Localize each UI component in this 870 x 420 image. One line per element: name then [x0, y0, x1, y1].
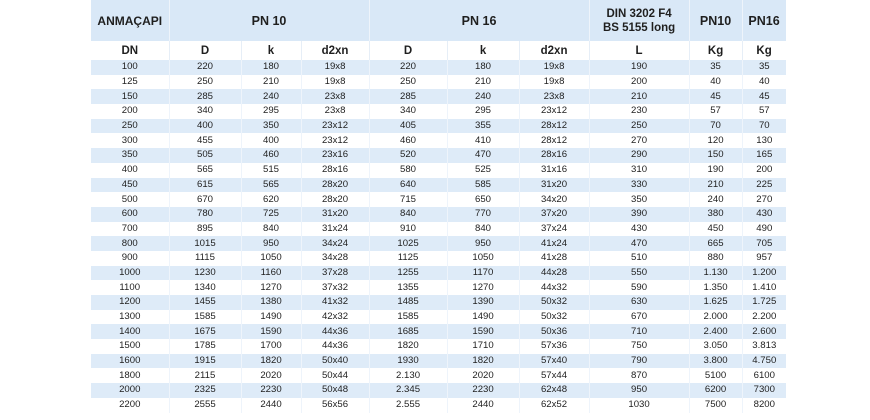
col-pn10-k-cell: 240: [241, 89, 301, 104]
col-pn10-d-cell: 780: [169, 207, 241, 222]
col-length-l-cell: 750: [589, 339, 689, 354]
table-body: [91, 60, 786, 413]
col-pn10-d2xn-cell: 23x16: [301, 148, 369, 163]
col-pn10-k-cell: 620: [241, 192, 301, 207]
col-weight-pn16-cell: 705: [742, 236, 786, 251]
table-group-header-row: [91, 0, 786, 41]
col-pn16-d2xn-cell: 57x36: [519, 339, 589, 354]
table-row: [91, 339, 786, 354]
table-row: [91, 368, 786, 383]
col-pn16-k-cell: 770: [447, 207, 519, 222]
col-pn10-d-cell: 895: [169, 222, 241, 237]
col-weight-pn10-cell: 3.050: [689, 339, 742, 354]
table-row: [91, 178, 786, 193]
col-pn16-d2xn-cell: 28x16: [519, 148, 589, 163]
col-pn10-k-cell: 725: [241, 207, 301, 222]
col-weight-pn10-cell: 40: [689, 75, 742, 90]
col-dn-cell: 500: [91, 192, 169, 207]
col-length-l-cell: 250: [589, 119, 689, 134]
col-pn10-k-cell: 295: [241, 104, 301, 119]
col-weight-pn10-cell: 3.800: [689, 354, 742, 369]
col-pn10-d-cell: 250: [169, 75, 241, 90]
col-pn16-d2xn-cell: 31x20: [519, 178, 589, 193]
col-pn10-k-cell: 400: [241, 133, 301, 148]
col-pn16-k-cell: 2020: [447, 368, 519, 383]
col-pn16-d-cell: 220: [369, 60, 447, 75]
col-pn16-d-cell: 840: [369, 207, 447, 222]
header-weight-pn10: PN10: [689, 0, 742, 41]
col-pn10-k-cell: 2440: [241, 398, 301, 413]
col-pn10-k-cell: 1380: [241, 295, 301, 310]
col-length-l-cell: 210: [589, 89, 689, 104]
col-pn10-d2xn-cell: 56x56: [301, 398, 369, 413]
col-pn16-k-cell: 2230: [447, 383, 519, 398]
col-pn10-d2xn-cell: 34x28: [301, 251, 369, 266]
col-pn16-d2xn-cell: 62x48: [519, 383, 589, 398]
col-dn-cell: 700: [91, 222, 169, 237]
col-pn16-d-cell: 1125: [369, 251, 447, 266]
col-weight-pn10-cell: 380: [689, 207, 742, 222]
col-pn10-d-cell: 1015: [169, 236, 241, 251]
col-pn10-d2xn-cell: 28x20: [301, 178, 369, 193]
table-row: [91, 133, 786, 148]
col-dn-cell: 150: [91, 89, 169, 104]
col-pn10-d2xn-cell: 50x48: [301, 383, 369, 398]
col-dn-cell: 900: [91, 251, 169, 266]
col-pn16-d-cell: 2.555: [369, 398, 447, 413]
col-pn10-d2xn-cell: 23x8: [301, 104, 369, 119]
col-weight-pn10-cell: 450: [689, 222, 742, 237]
col-pn16-d2xn-cell: 44x28: [519, 266, 589, 281]
table-row: [91, 89, 786, 104]
col-pn10-k-cell: 950: [241, 236, 301, 251]
col-pn16-k-cell: 1490: [447, 310, 519, 325]
col-pn10-k-cell: 210: [241, 75, 301, 90]
col-pn10-d-cell: 1785: [169, 339, 241, 354]
col-weight-pn16-cell: 8200: [742, 398, 786, 413]
col-pn16-k-cell: 355: [447, 119, 519, 134]
header-din-standard: [589, 0, 689, 41]
col-pn16-d-cell: 1585: [369, 310, 447, 325]
flange-dimension-table-container: [91, 0, 786, 420]
col-weight-pn16-cell: 57: [742, 104, 786, 119]
col-pn16-d2xn-cell: 37x20: [519, 207, 589, 222]
col-length-l-cell: 230: [589, 104, 689, 119]
col-weight-pn16-header: Kg: [742, 41, 786, 60]
col-dn-cell: 1300: [91, 310, 169, 325]
col-pn16-d2xn-cell: 41x24: [519, 236, 589, 251]
col-weight-pn16-cell: 1.200: [742, 266, 786, 281]
col-pn10-k-cell: 1160: [241, 266, 301, 281]
col-length-l-cell: 510: [589, 251, 689, 266]
table-row: [91, 295, 786, 310]
col-length-l-cell: 630: [589, 295, 689, 310]
col-weight-pn10-cell: 35: [689, 60, 742, 75]
col-pn10-k-cell: 1820: [241, 354, 301, 369]
table-row: [91, 192, 786, 207]
col-length-l-header: L: [589, 41, 689, 60]
col-length-l-cell: 470: [589, 236, 689, 251]
col-dn-cell: 350: [91, 148, 169, 163]
col-pn16-d2xn-cell: 28x12: [519, 133, 589, 148]
col-pn10-d-cell: 2325: [169, 383, 241, 398]
col-pn16-d-cell: 1820: [369, 339, 447, 354]
header-pn16-group: PN 16: [369, 0, 589, 41]
col-pn10-d-cell: 505: [169, 148, 241, 163]
col-weight-pn16-cell: 270: [742, 192, 786, 207]
col-length-l-cell: 550: [589, 266, 689, 281]
header-din-line1: DIN 3202 F4: [606, 7, 672, 20]
col-pn16-d2xn-header: d2xn: [519, 41, 589, 60]
col-weight-pn10-cell: 240: [689, 192, 742, 207]
col-pn16-k-cell: 1820: [447, 354, 519, 369]
col-length-l-cell: 310: [589, 163, 689, 178]
col-pn16-d2xn-cell: 50x32: [519, 310, 589, 325]
col-pn10-k-cell: 2230: [241, 383, 301, 398]
col-pn16-k-cell: 210: [447, 75, 519, 90]
col-length-l-cell: 390: [589, 207, 689, 222]
col-pn16-d-cell: 1355: [369, 280, 447, 295]
col-pn10-d-cell: 220: [169, 60, 241, 75]
col-pn10-d2xn-cell: 19x8: [301, 75, 369, 90]
col-pn10-d-cell: 1340: [169, 280, 241, 295]
table-row: [91, 398, 786, 413]
col-weight-pn10-cell: 190: [689, 163, 742, 178]
col-pn16-d2xn-cell: 19x8: [519, 75, 589, 90]
col-dn-cell: 100: [91, 60, 169, 75]
col-length-l-cell: 200: [589, 75, 689, 90]
col-pn16-d2xn-cell: 50x36: [519, 324, 589, 339]
col-pn10-d2xn-cell: 23x12: [301, 119, 369, 134]
col-weight-pn16-cell: 2.200: [742, 310, 786, 325]
col-pn16-d-cell: 520: [369, 148, 447, 163]
col-pn10-d-cell: 670: [169, 192, 241, 207]
flange-dimension-table: [91, 0, 786, 413]
col-weight-pn10-cell: 2.400: [689, 324, 742, 339]
col-weight-pn10-cell: 6200: [689, 383, 742, 398]
col-pn10-d2xn-cell: 23x12: [301, 133, 369, 148]
col-pn16-d-cell: 2.345: [369, 383, 447, 398]
col-dn-cell: 1000: [91, 266, 169, 281]
col-pn10-d-cell: 1455: [169, 295, 241, 310]
table-row: [91, 383, 786, 398]
col-pn10-d2xn-header: d2xn: [301, 41, 369, 60]
col-weight-pn16-cell: 2.600: [742, 324, 786, 339]
col-pn16-k-cell: 1390: [447, 295, 519, 310]
col-pn10-k-header: k: [241, 41, 301, 60]
col-pn16-d2xn-cell: 62x52: [519, 398, 589, 413]
col-weight-pn10-header: Kg: [689, 41, 742, 60]
col-pn10-k-cell: 2020: [241, 368, 301, 383]
col-pn16-k-cell: 525: [447, 163, 519, 178]
col-pn16-k-cell: 295: [447, 104, 519, 119]
table-column-header-row: [91, 41, 786, 60]
col-pn10-k-cell: 1700: [241, 339, 301, 354]
col-pn10-k-cell: 1050: [241, 251, 301, 266]
col-pn10-d-cell: 2555: [169, 398, 241, 413]
col-pn16-d2xn-cell: 57x40: [519, 354, 589, 369]
col-dn-cell: 200: [91, 104, 169, 119]
col-weight-pn16-cell: 45: [742, 89, 786, 104]
table-row: [91, 148, 786, 163]
col-weight-pn10-cell: 5100: [689, 368, 742, 383]
col-pn16-k-cell: 410: [447, 133, 519, 148]
col-pn10-d-cell: 2115: [169, 368, 241, 383]
col-pn16-d-cell: 250: [369, 75, 447, 90]
header-din-line2: BS 5155 long: [602, 21, 676, 34]
col-dn-cell: 250: [91, 119, 169, 134]
table-row: [91, 104, 786, 119]
col-pn16-d2xn-cell: 31x16: [519, 163, 589, 178]
col-pn10-d-cell: 455: [169, 133, 241, 148]
col-dn-cell: 1400: [91, 324, 169, 339]
col-pn16-d2xn-cell: 57x44: [519, 368, 589, 383]
col-pn16-d-cell: 715: [369, 192, 447, 207]
col-dn-cell: 1600: [91, 354, 169, 369]
col-dn-cell: 450: [91, 178, 169, 193]
col-pn16-k-cell: 1170: [447, 266, 519, 281]
table-row: [91, 251, 786, 266]
col-pn16-k-cell: 1270: [447, 280, 519, 295]
col-pn16-d-cell: 285: [369, 89, 447, 104]
col-pn10-d-cell: 1230: [169, 266, 241, 281]
col-weight-pn10-cell: 880: [689, 251, 742, 266]
col-weight-pn16-cell: 40: [742, 75, 786, 90]
col-pn10-d2xn-cell: 42x32: [301, 310, 369, 325]
table-row: [91, 236, 786, 251]
col-dn-cell: 1500: [91, 339, 169, 354]
col-pn16-k-cell: 840: [447, 222, 519, 237]
col-pn10-d-cell: 1675: [169, 324, 241, 339]
col-weight-pn16-cell: 165: [742, 148, 786, 163]
col-pn10-d-cell: 615: [169, 178, 241, 193]
col-weight-pn10-cell: 665: [689, 236, 742, 251]
col-weight-pn16-cell: 1.410: [742, 280, 786, 295]
col-pn10-d-header: D: [169, 41, 241, 60]
col-pn10-d2xn-cell: 41x32: [301, 295, 369, 310]
col-length-l-cell: 790: [589, 354, 689, 369]
col-pn16-k-cell: 1590: [447, 324, 519, 339]
col-pn16-d2xn-cell: 19x8: [519, 60, 589, 75]
col-pn10-d2xn-cell: 34x24: [301, 236, 369, 251]
col-length-l-cell: 190: [589, 60, 689, 75]
col-dn-cell: 400: [91, 163, 169, 178]
table-row: [91, 119, 786, 134]
col-weight-pn16-cell: 430: [742, 207, 786, 222]
col-length-l-cell: 330: [589, 178, 689, 193]
col-dn-cell: 300: [91, 133, 169, 148]
table-row: [91, 222, 786, 237]
col-pn10-k-cell: 180: [241, 60, 301, 75]
table-row: [91, 280, 786, 295]
col-weight-pn16-cell: 3.813: [742, 339, 786, 354]
col-dn-cell: 2000: [91, 383, 169, 398]
col-pn16-d-cell: 1485: [369, 295, 447, 310]
col-pn10-k-cell: 350: [241, 119, 301, 134]
col-weight-pn10-cell: 120: [689, 133, 742, 148]
col-pn16-d-cell: 1685: [369, 324, 447, 339]
table-row: [91, 324, 786, 339]
col-length-l-cell: 1030: [589, 398, 689, 413]
col-weight-pn16-cell: 490: [742, 222, 786, 237]
col-pn16-d-cell: 640: [369, 178, 447, 193]
col-pn10-d2xn-cell: 28x16: [301, 163, 369, 178]
col-pn10-k-cell: 460: [241, 148, 301, 163]
col-pn10-k-cell: 1590: [241, 324, 301, 339]
col-weight-pn16-cell: 70: [742, 119, 786, 134]
col-pn16-d2xn-cell: 34x20: [519, 192, 589, 207]
col-weight-pn16-cell: 957: [742, 251, 786, 266]
col-length-l-cell: 590: [589, 280, 689, 295]
header-anmacapi: ANMAÇAPI: [91, 0, 169, 41]
col-pn10-d2xn-cell: 37x32: [301, 280, 369, 295]
col-pn10-d2xn-cell: 50x40: [301, 354, 369, 369]
col-weight-pn10-cell: 210: [689, 178, 742, 193]
col-pn16-d2xn-cell: 44x32: [519, 280, 589, 295]
col-pn10-d-cell: 565: [169, 163, 241, 178]
col-pn16-d2xn-cell: 50x32: [519, 295, 589, 310]
col-dn-cell: 125: [91, 75, 169, 90]
col-pn16-d-cell: 2.130: [369, 368, 447, 383]
col-pn16-d-cell: 405: [369, 119, 447, 134]
col-weight-pn10-cell: 2.000: [689, 310, 742, 325]
col-weight-pn16-cell: 6100: [742, 368, 786, 383]
col-pn16-k-cell: 180: [447, 60, 519, 75]
col-pn16-d-cell: 580: [369, 163, 447, 178]
col-pn10-d2xn-cell: 31x20: [301, 207, 369, 222]
col-pn16-d2xn-cell: 23x12: [519, 104, 589, 119]
col-pn10-d-cell: 1585: [169, 310, 241, 325]
col-pn10-d-cell: 400: [169, 119, 241, 134]
col-weight-pn16-cell: 7300: [742, 383, 786, 398]
col-weight-pn10-cell: 1.350: [689, 280, 742, 295]
col-length-l-cell: 950: [589, 383, 689, 398]
col-pn16-k-header: k: [447, 41, 519, 60]
col-pn10-k-cell: 515: [241, 163, 301, 178]
col-length-l-cell: 710: [589, 324, 689, 339]
col-dn-cell: 800: [91, 236, 169, 251]
col-pn16-k-cell: 950: [447, 236, 519, 251]
col-weight-pn10-cell: 1.130: [689, 266, 742, 281]
col-pn16-k-cell: 1710: [447, 339, 519, 354]
col-weight-pn10-cell: 7500: [689, 398, 742, 413]
col-dn-cell: 2200: [91, 398, 169, 413]
col-pn16-k-cell: 650: [447, 192, 519, 207]
col-pn16-k-cell: 2440: [447, 398, 519, 413]
col-pn10-d-cell: 285: [169, 89, 241, 104]
col-dn-cell: 600: [91, 207, 169, 222]
col-pn10-k-cell: 565: [241, 178, 301, 193]
col-dn-cell: 1200: [91, 295, 169, 310]
col-pn10-d2xn-cell: 44x36: [301, 324, 369, 339]
col-pn16-d2xn-cell: 41x28: [519, 251, 589, 266]
col-pn10-k-cell: 840: [241, 222, 301, 237]
col-pn10-d2xn-cell: 23x8: [301, 89, 369, 104]
col-pn16-d-cell: 340: [369, 104, 447, 119]
table-row: [91, 60, 786, 75]
col-weight-pn10-cell: 1.625: [689, 295, 742, 310]
col-pn10-d-cell: 340: [169, 104, 241, 119]
header-pn10-group: PN 10: [169, 0, 369, 41]
col-pn16-d-cell: 460: [369, 133, 447, 148]
col-length-l-cell: 350: [589, 192, 689, 207]
col-weight-pn16-cell: 1.725: [742, 295, 786, 310]
col-pn16-d2xn-cell: 23x8: [519, 89, 589, 104]
table-row: [91, 207, 786, 222]
col-length-l-cell: 290: [589, 148, 689, 163]
col-pn10-d2xn-cell: 37x28: [301, 266, 369, 281]
col-pn10-d2xn-cell: 31x24: [301, 222, 369, 237]
col-dn-cell: 1100: [91, 280, 169, 295]
col-pn16-d2xn-cell: 37x24: [519, 222, 589, 237]
table-row: [91, 75, 786, 90]
col-pn16-k-cell: 240: [447, 89, 519, 104]
col-weight-pn16-cell: 4.750: [742, 354, 786, 369]
col-length-l-cell: 870: [589, 368, 689, 383]
col-weight-pn16-cell: 130: [742, 133, 786, 148]
col-pn10-d2xn-cell: 50x44: [301, 368, 369, 383]
col-pn16-d-cell: 1025: [369, 236, 447, 251]
table-row: [91, 163, 786, 178]
col-pn16-d2xn-cell: 28x12: [519, 119, 589, 134]
table-row: [91, 310, 786, 325]
col-pn10-d-cell: 1115: [169, 251, 241, 266]
col-pn16-d-cell: 1255: [369, 266, 447, 281]
col-weight-pn16-cell: 35: [742, 60, 786, 75]
col-length-l-cell: 430: [589, 222, 689, 237]
col-pn10-d-cell: 1915: [169, 354, 241, 369]
col-pn16-k-cell: 470: [447, 148, 519, 163]
col-length-l-cell: 270: [589, 133, 689, 148]
col-length-l-cell: 670: [589, 310, 689, 325]
col-weight-pn10-cell: 57: [689, 104, 742, 119]
col-pn16-k-cell: 585: [447, 178, 519, 193]
col-dn-cell: 1800: [91, 368, 169, 383]
col-pn16-d-cell: 1930: [369, 354, 447, 369]
col-weight-pn10-cell: 70: [689, 119, 742, 134]
col-pn16-d-header: D: [369, 41, 447, 60]
col-weight-pn16-cell: 200: [742, 163, 786, 178]
col-weight-pn10-cell: 45: [689, 89, 742, 104]
col-pn10-k-cell: 1490: [241, 310, 301, 325]
col-weight-pn16-cell: 225: [742, 178, 786, 193]
col-weight-pn10-cell: 150: [689, 148, 742, 163]
col-pn16-d-cell: 910: [369, 222, 447, 237]
col-pn10-d2xn-cell: 44x36: [301, 339, 369, 354]
col-pn10-d2xn-cell: 19x8: [301, 60, 369, 75]
col-dn-header: DN: [91, 41, 169, 60]
table-row: [91, 354, 786, 369]
table-row: [91, 266, 786, 281]
col-pn10-k-cell: 1270: [241, 280, 301, 295]
header-weight-pn16: PN16: [742, 0, 786, 41]
col-pn10-d2xn-cell: 28x20: [301, 192, 369, 207]
col-pn16-k-cell: 1050: [447, 251, 519, 266]
